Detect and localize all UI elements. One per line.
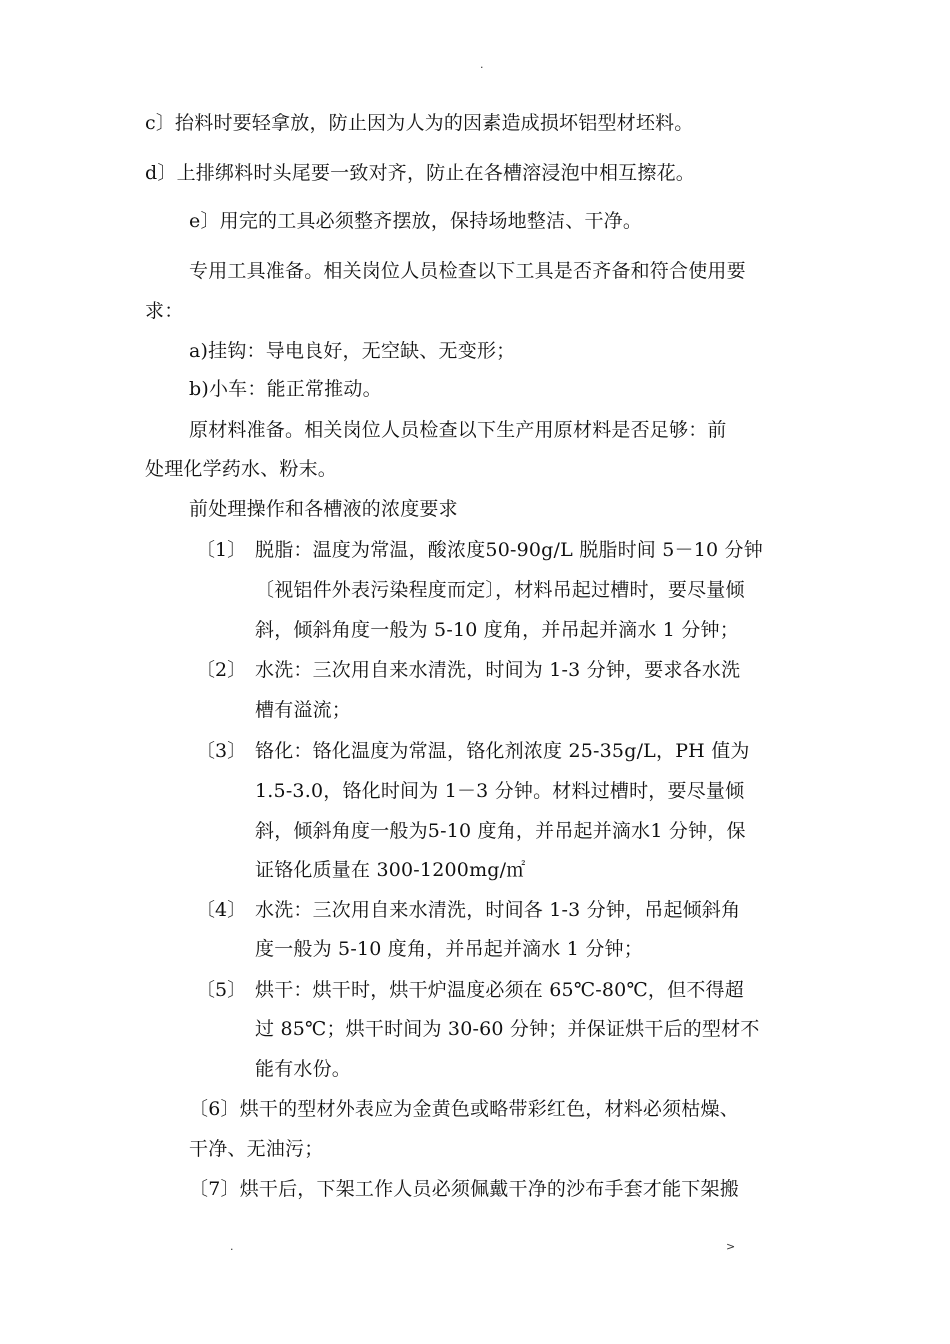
step-7-line-1: 〔7〕烘干后，下架工作人员必须佩戴干净的沙布手套才能下架搬 — [189, 1178, 739, 1200]
step-4-line-1: 水洗：三次用自来水清洗，时间各 1-3 分钟，吊起倾斜角 — [255, 899, 741, 921]
step-1-line-3: 斜，倾斜角度一般为 5-10 度角，并吊起并滴水 1 分钟； — [255, 619, 739, 641]
step-2-number: 〔2〕 — [196, 659, 247, 681]
step-2-line-1: 水洗：三次用自来水清洗，时间为 1-3 分钟，要求各水洗 — [255, 659, 741, 681]
step-6-line-2: 干净、无油污； — [189, 1138, 324, 1160]
tool-hook: a)挂钩：导电良好，无空缺、无变形； — [189, 340, 516, 362]
step-5-number: 〔5〕 — [196, 979, 247, 1001]
pretreatment-heading: 前处理操作和各槽液的浓度要求 — [189, 498, 458, 520]
tool-cart: b)小车：能正常推动。 — [189, 378, 382, 400]
step-3-number: 〔3〕 — [196, 740, 247, 762]
step-3-line-3: 斜，倾斜角度一般为5-10 度角，并吊起并滴水1 分钟，保 — [255, 820, 746, 842]
step-1-number: 〔1〕 — [196, 539, 247, 561]
header-mark: . — [480, 58, 484, 71]
step-4-number: 〔4〕 — [196, 899, 247, 921]
step-1-line-1: 脱脂：温度为常温，酸浓度50-90g/L 脱脂时间 5－10 分钟 — [255, 539, 763, 561]
step-2-line-2: 槽有溢流； — [255, 699, 352, 721]
step-3-line-4: 证铬化质量在 300-1200mg/㎡ — [255, 859, 526, 881]
step-5-line-2: 过 85℃；烘干时间为 30-60 分钟；并保证烘干后的型材不 — [255, 1018, 760, 1040]
footer-left-mark: . — [230, 1240, 234, 1253]
item-d: d〕上排绑料时头尾要一致对齐，防止在各槽溶浸泡中相互擦花。 — [145, 162, 695, 184]
step-4-line-2: 度一般为 5-10 度角，并吊起并滴水 1 分钟； — [255, 938, 643, 960]
tools-paragraph-line-1: 专用工具准备。相关岗位人员检查以下工具是否齐备和符合使用要 — [189, 260, 746, 282]
raw-material-line-1: 原材料准备。相关岗位人员检查以下生产用原材料是否足够：前 — [189, 419, 727, 441]
step-1-line-2: 〔视铝件外表污染程度而定〕，材料吊起过槽时，要尽量倾 — [255, 579, 745, 601]
step-3-line-1: 铬化：铬化温度为常温，铬化剂浓度 25-35g/L，PH 值为 — [255, 740, 750, 762]
raw-material-line-2: 处理化学药水、粉末。 — [145, 458, 338, 480]
step-6-line-1: 〔6〕烘干的型材外表应为金黄色或略带彩红色，材料必须枯燥、 — [189, 1098, 739, 1120]
step-5-line-3: 能有水份。 — [255, 1058, 352, 1080]
item-e: e〕用完的工具必须整齐摆放，保持场地整洁、干净。 — [189, 210, 643, 232]
footer-right-mark: > — [726, 1240, 736, 1253]
tools-paragraph-line-2: 求： — [145, 300, 184, 322]
item-c: c〕抬料时要轻拿放，防止因为人为的因素造成损坏铝型材坯料。 — [145, 112, 694, 134]
step-3-line-2: 1.5-3.0，铬化时间为 1－3 分钟。材料过槽时，要尽量倾 — [255, 780, 745, 802]
step-5-line-1: 烘干：烘干时，烘干炉温度必须在 65℃-80℃，但不得超 — [255, 979, 744, 1001]
